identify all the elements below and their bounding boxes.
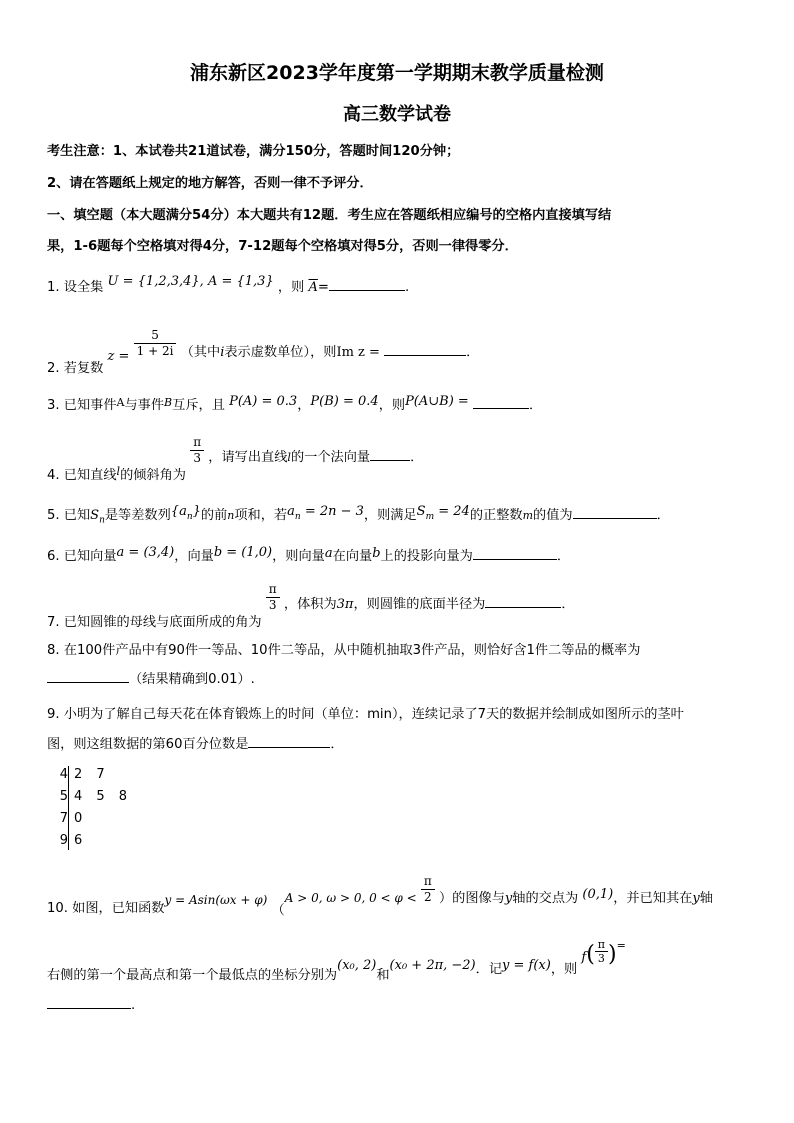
stem-leaf-row: 4 2 7: [59, 767, 105, 782]
notice-line-1: 考生注意：1、本试卷共21道试卷，满分150分，答题时间120分钟；: [47, 144, 460, 159]
stem-leaf-row: 5 4 5 8: [59, 789, 128, 804]
question-6: 6. 已知向量a = (3,4)，向量b = (1,0)，则向量a在向量b上的投影向量为 ．: [47, 545, 571, 564]
question-8-line-1: 8. 在100件产品中有90件一等品、10件二等品，从中随机抽取3件产品，则恰好含1件二等品的概率为: [47, 643, 641, 658]
question-3: 3. 已知事件$^A$与事件$^B$互斥，且 P(A) = 0.3，P(B) = 0.4，则P(A∪B) = ．: [47, 394, 543, 413]
answer-blank-3[interactable]: [473, 396, 529, 409]
answer-blank-9[interactable]: [248, 735, 330, 748]
question-4: 4. 已知直线$_l$的倾斜角为 $\frac{\pi}{3}$ ，请写出直线l的一个法向量 ．: [47, 435, 424, 483]
question-1: 1. 设全集 U = {1,2,3,4}, A = {1,3} ，则 $\overline{A}=$ .: [47, 274, 410, 295]
question-10-line-3: .: [47, 996, 135, 1013]
question-5: 5. 已知$S_n$是等差数列$\{a_n\}$的前n项和，若$a_n = 2n - 3$，则满足$S_m = 24$的正整数m的值为 ．: [47, 504, 670, 526]
answer-blank-10[interactable]: [47, 996, 131, 1009]
answer-blank-2[interactable]: [384, 343, 466, 356]
section-heading-line-2: 果，1-6题每个空格填对得4分，7-12题每个空格填对得5分，否则一律得零分．: [47, 239, 518, 254]
stem-leaf-divider: [68, 766, 69, 850]
section-heading-line-1: 一、填空题（本大题满分54分）本大题共有12题．考生应在答题纸相应编号的空格内直接填写结: [47, 208, 612, 223]
fraction-pi-over-3-cone: $\frac{\pi}{3}$: [266, 582, 280, 613]
answer-blank-5[interactable]: [573, 506, 657, 519]
answer-blank-1[interactable]: [329, 278, 405, 291]
exam-title: 浦东新区2023学年度第一学期期末教学质量检测: [190, 62, 604, 84]
question-9-line-2: 图，则这组数据的第60百分位数是 ．: [47, 737, 344, 752]
fraction-pi-over-3-f: $\frac{\pi}{3}$: [595, 938, 608, 965]
question-7: 7. 已知圆锥的母线与底面所成的角为 $\frac{\pi}{3}$ ，体积为3π，则圆锥的底面半径为 ．: [47, 582, 575, 630]
fraction-5-over-1-plus-2i: $\frac{5}{1 + 2i}$: [134, 328, 177, 359]
answer-blank-7[interactable]: [485, 595, 561, 608]
notice-line-2: 2、请在答题纸上规定的地方解答，否则一律不予评分．: [47, 176, 373, 191]
exam-subtitle: 高三数学试卷: [343, 104, 451, 125]
stem-leaf-row: 7 0: [59, 811, 83, 826]
question-10-line-1: 10. 如图，已知函数y = Asin(ωx + φ) （A > 0, ω > 0, 0 < φ < $\frac{\pi}{2}$ ）的图像与y轴的交点为 (0,1)，并已知其在y轴: [47, 874, 713, 918]
answer-blank-4[interactable]: [370, 448, 410, 461]
question-2: 2. 若复数 z = $\frac{5}{1 + 2i}$ （其中i表示虚数单位），则Im z = ．: [47, 328, 480, 376]
answer-blank-8[interactable]: [47, 670, 129, 683]
fraction-pi-over-2: $\frac{\pi}{2}$: [421, 874, 435, 905]
fraction-pi-over-3: $\frac{\pi}{3}$: [190, 435, 204, 466]
question-8-line-2: （结果精确到0.01）.: [47, 668, 255, 687]
stem-leaf-row: 9 6: [59, 833, 83, 848]
answer-blank-6[interactable]: [473, 547, 557, 560]
question-10-line-2: 右侧的第一个最高点和第一个最低点的坐标分别为(x₀, 2)和(x₀ + 2π, −2)．记y = f(x)，则 f( $\frac{\pi}{3}$ )=: [47, 937, 626, 983]
question-9-line-1: 9. 小明为了解自己每天花在体育锻炼上的时间（单位：min），连续记录了7天的数据并绘制成如图所示的茎叶: [47, 707, 684, 722]
